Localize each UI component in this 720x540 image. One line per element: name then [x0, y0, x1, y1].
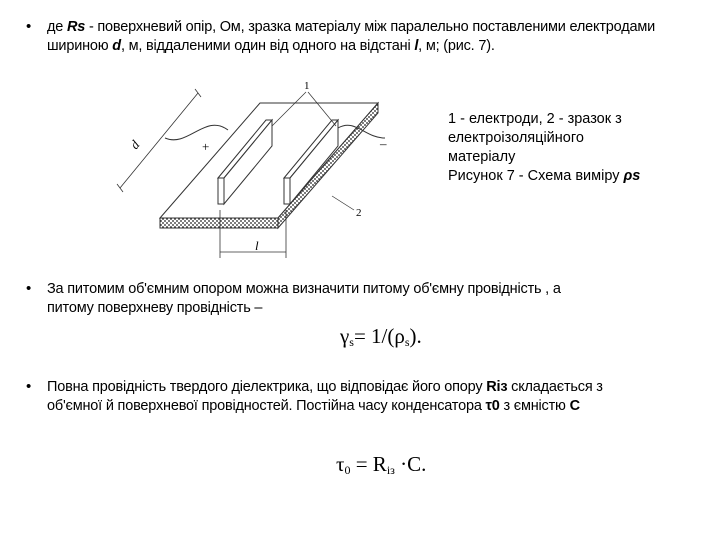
bullet1-end: , м; (рис. 7). [418, 38, 495, 54]
bullet3-line-1 [47, 378, 707, 397]
tau0-symbol: τ0 [485, 398, 500, 414]
sample-plate-front-edge [160, 218, 278, 228]
formula2-end: ·C. [394, 452, 427, 476]
rho-symbol: ρ [394, 324, 405, 348]
label-plus: + [202, 139, 210, 154]
caption-line-2: електроізоляційного [448, 130, 584, 146]
riz-symbol: Rіз [486, 379, 508, 395]
tau-sub: 0 [344, 463, 351, 477]
r-sub: із [386, 463, 395, 477]
bullet-marker-1: • [26, 18, 32, 35]
bullet3-line-2-after: з ємністю [499, 398, 570, 414]
bullet-marker-2: • [26, 280, 32, 297]
d-symbol: d [112, 38, 121, 54]
formula-gamma-s [340, 324, 422, 350]
caption-line-3: матеріалу [448, 149, 516, 165]
bullet-marker-3: • [26, 378, 32, 395]
caption-line-4-text: Рисунок 7 - Схема виміру [448, 168, 624, 184]
bullet2-line-2: питому поверхневу провідність – [47, 300, 263, 316]
electrode-diagram [110, 78, 440, 268]
formula1-end: ). [409, 324, 422, 348]
electrode-left-front [218, 178, 224, 204]
bullet1-mid: , м, віддаленими один від одного на відстані [120, 38, 415, 54]
bullet1-after-rs: - поверхневий опір, Ом, зразка матеріалу між паралельно поставленими електродами шириною [47, 19, 655, 54]
label-1: 1 [304, 80, 310, 92]
bullet3-line-2 [47, 397, 707, 416]
bullet1-before: де [47, 19, 67, 35]
label-2-leader [332, 196, 354, 210]
label-minus: – [380, 136, 387, 151]
caption-line-1: 1 - електроди, 2 - зразок з [448, 111, 622, 127]
gamma-sub: s [349, 335, 354, 349]
bullet3-line-2-before: об'ємної й поверхневої провідностей. Постійна часу конденсатора [47, 398, 486, 414]
bullet3-line-1-before: Повна провідність твердого діелектрика, що відповідає його опору [47, 379, 487, 395]
label-2: 2 [356, 207, 362, 219]
electrode-right-front [284, 178, 290, 204]
formula2-mid: = R [350, 452, 387, 476]
caption-line-4 [448, 167, 708, 186]
tau-symbol: τ [336, 452, 345, 476]
bullet2-line-1: За питомим об'ємним опором можна визначити питому об'ємну провідність , а [47, 281, 561, 297]
figure-caption [448, 110, 708, 186]
rho-s-symbol: ρs [623, 168, 641, 184]
label-l: l [255, 238, 259, 253]
label-d: d [126, 137, 143, 152]
l-symbol: l [414, 38, 419, 54]
bullet-text-3 [47, 378, 707, 416]
rs-symbol: Rs [66, 19, 86, 35]
rho-sub: s [404, 335, 410, 349]
formula1-mid: = 1/( [353, 324, 395, 348]
bullet-text-1 [47, 18, 687, 56]
bullet3-line-1-after: складається з [507, 379, 603, 395]
c-symbol: C [569, 398, 580, 414]
bullet-text-2 [47, 280, 697, 318]
wire-left [165, 125, 228, 140]
gamma-symbol: γ [340, 324, 350, 348]
formula-tau0 [336, 452, 426, 478]
